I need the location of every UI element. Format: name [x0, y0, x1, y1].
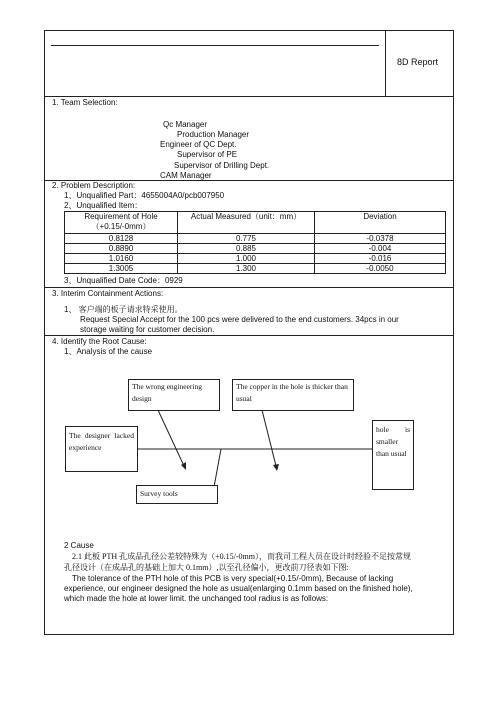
- arrow-head: [181, 462, 186, 470]
- cause-title: 2 Cause: [64, 541, 94, 550]
- cause-survey-label: Survey tools: [140, 489, 178, 498]
- table-cell: 0.775: [178, 234, 315, 244]
- report-title: 8D Report: [397, 57, 439, 67]
- cause-box-copper: [232, 379, 354, 411]
- cause-copper-label: The copper in the hole is thicker than usual: [236, 382, 348, 403]
- table-cell: -0.0378: [315, 234, 446, 244]
- table-cell: 1.0160: [65, 254, 178, 264]
- arrow-head: [273, 464, 279, 471]
- cause-en-line: which made the hole at lower limit. the unchanged tool radius is as follows:: [64, 594, 329, 603]
- table-cell: 0.885: [178, 244, 315, 254]
- root-cause-heading: 4. Identify the Root Cause:: [52, 337, 147, 346]
- analysis-label: 1、Analysis of the cause: [64, 347, 153, 356]
- containment-line: storage waiting for customer decision.: [80, 325, 215, 334]
- cause-designer-label: The designer lacked experience: [69, 431, 134, 452]
- table-header: Requirement of Hole（+0.15/-0mm）: [65, 212, 178, 234]
- unqualified-part: 1、Unqualified Part：4655004A0/pcb007950: [64, 191, 225, 200]
- table-cell: 1.000: [178, 254, 315, 264]
- table-cell: -0.016: [315, 254, 446, 264]
- cause-cn-line: 2.1 此板 PTH 孔成品孔径公差较特殊为（+0.15/-0mm），而我司工程人员在设计时经验不足按常规: [72, 552, 411, 561]
- cause-cn-line: 孔径设计（在成品孔的基础上加大 0.1mm）,以至孔径偏小，更改前刀径表如下图:: [64, 563, 349, 572]
- cause-en-line: experience, our engineer designed the hole as usual(enlarging 0.1mm based on the finished hole),: [64, 584, 413, 593]
- cause-en-line: The tolerance of the PTH hole of this PCB is very special(+0.15/-0mm), Because of lacking: [72, 574, 394, 583]
- table-header: Actual Measured（unit：mm）: [178, 212, 315, 234]
- fishbone-bone: [158, 410, 184, 466]
- effect-box: [372, 420, 414, 490]
- containment-heading: 3. Interim Containment Actions:: [52, 289, 164, 298]
- unqualified-item: 2、Unqualified Item：: [64, 201, 143, 210]
- table-cell: -0.0050: [315, 264, 446, 274]
- cause-engineering-label: The wrong engineering design: [132, 382, 202, 403]
- team-member: Supervisor of PE: [177, 150, 238, 159]
- fishbone-bone: [214, 449, 221, 487]
- containment-line: Request Special Accept for the 100 pcs were delivered to the end customers. 34pcs in our: [80, 315, 399, 324]
- containment-line: 1、 客户端的板子请求特采使用。: [64, 305, 183, 314]
- team-member: Supervisor of Drilling Dept.: [174, 161, 270, 170]
- table-cell: -0.004: [315, 244, 446, 254]
- cause-box-engineering: [128, 379, 220, 411]
- team-member: Engineer of QC Dept.: [160, 140, 237, 149]
- team-member: Qc Manager: [163, 120, 208, 129]
- table-cell: 1.3005: [65, 264, 178, 274]
- problem-heading: 2. Problem Description:: [52, 181, 136, 190]
- team-member: CAM Manager: [160, 171, 212, 180]
- fishbone-bone: [262, 410, 276, 466]
- table-cell: 0.8890: [65, 244, 178, 254]
- table-cell: 1.300: [178, 264, 315, 274]
- team-member: Production Manager: [177, 130, 250, 139]
- team-heading: 1. Team Selection:: [52, 98, 118, 107]
- table-cell: 0.8128: [65, 234, 178, 244]
- effect-label: hole is smaller than usual: [376, 425, 410, 458]
- date-code: 3、Unqualified Date Code：0929: [64, 276, 183, 285]
- cause-box-survey: [136, 485, 218, 504]
- table-header: Deviation: [315, 212, 446, 234]
- cause-box-designer: [65, 426, 138, 472]
